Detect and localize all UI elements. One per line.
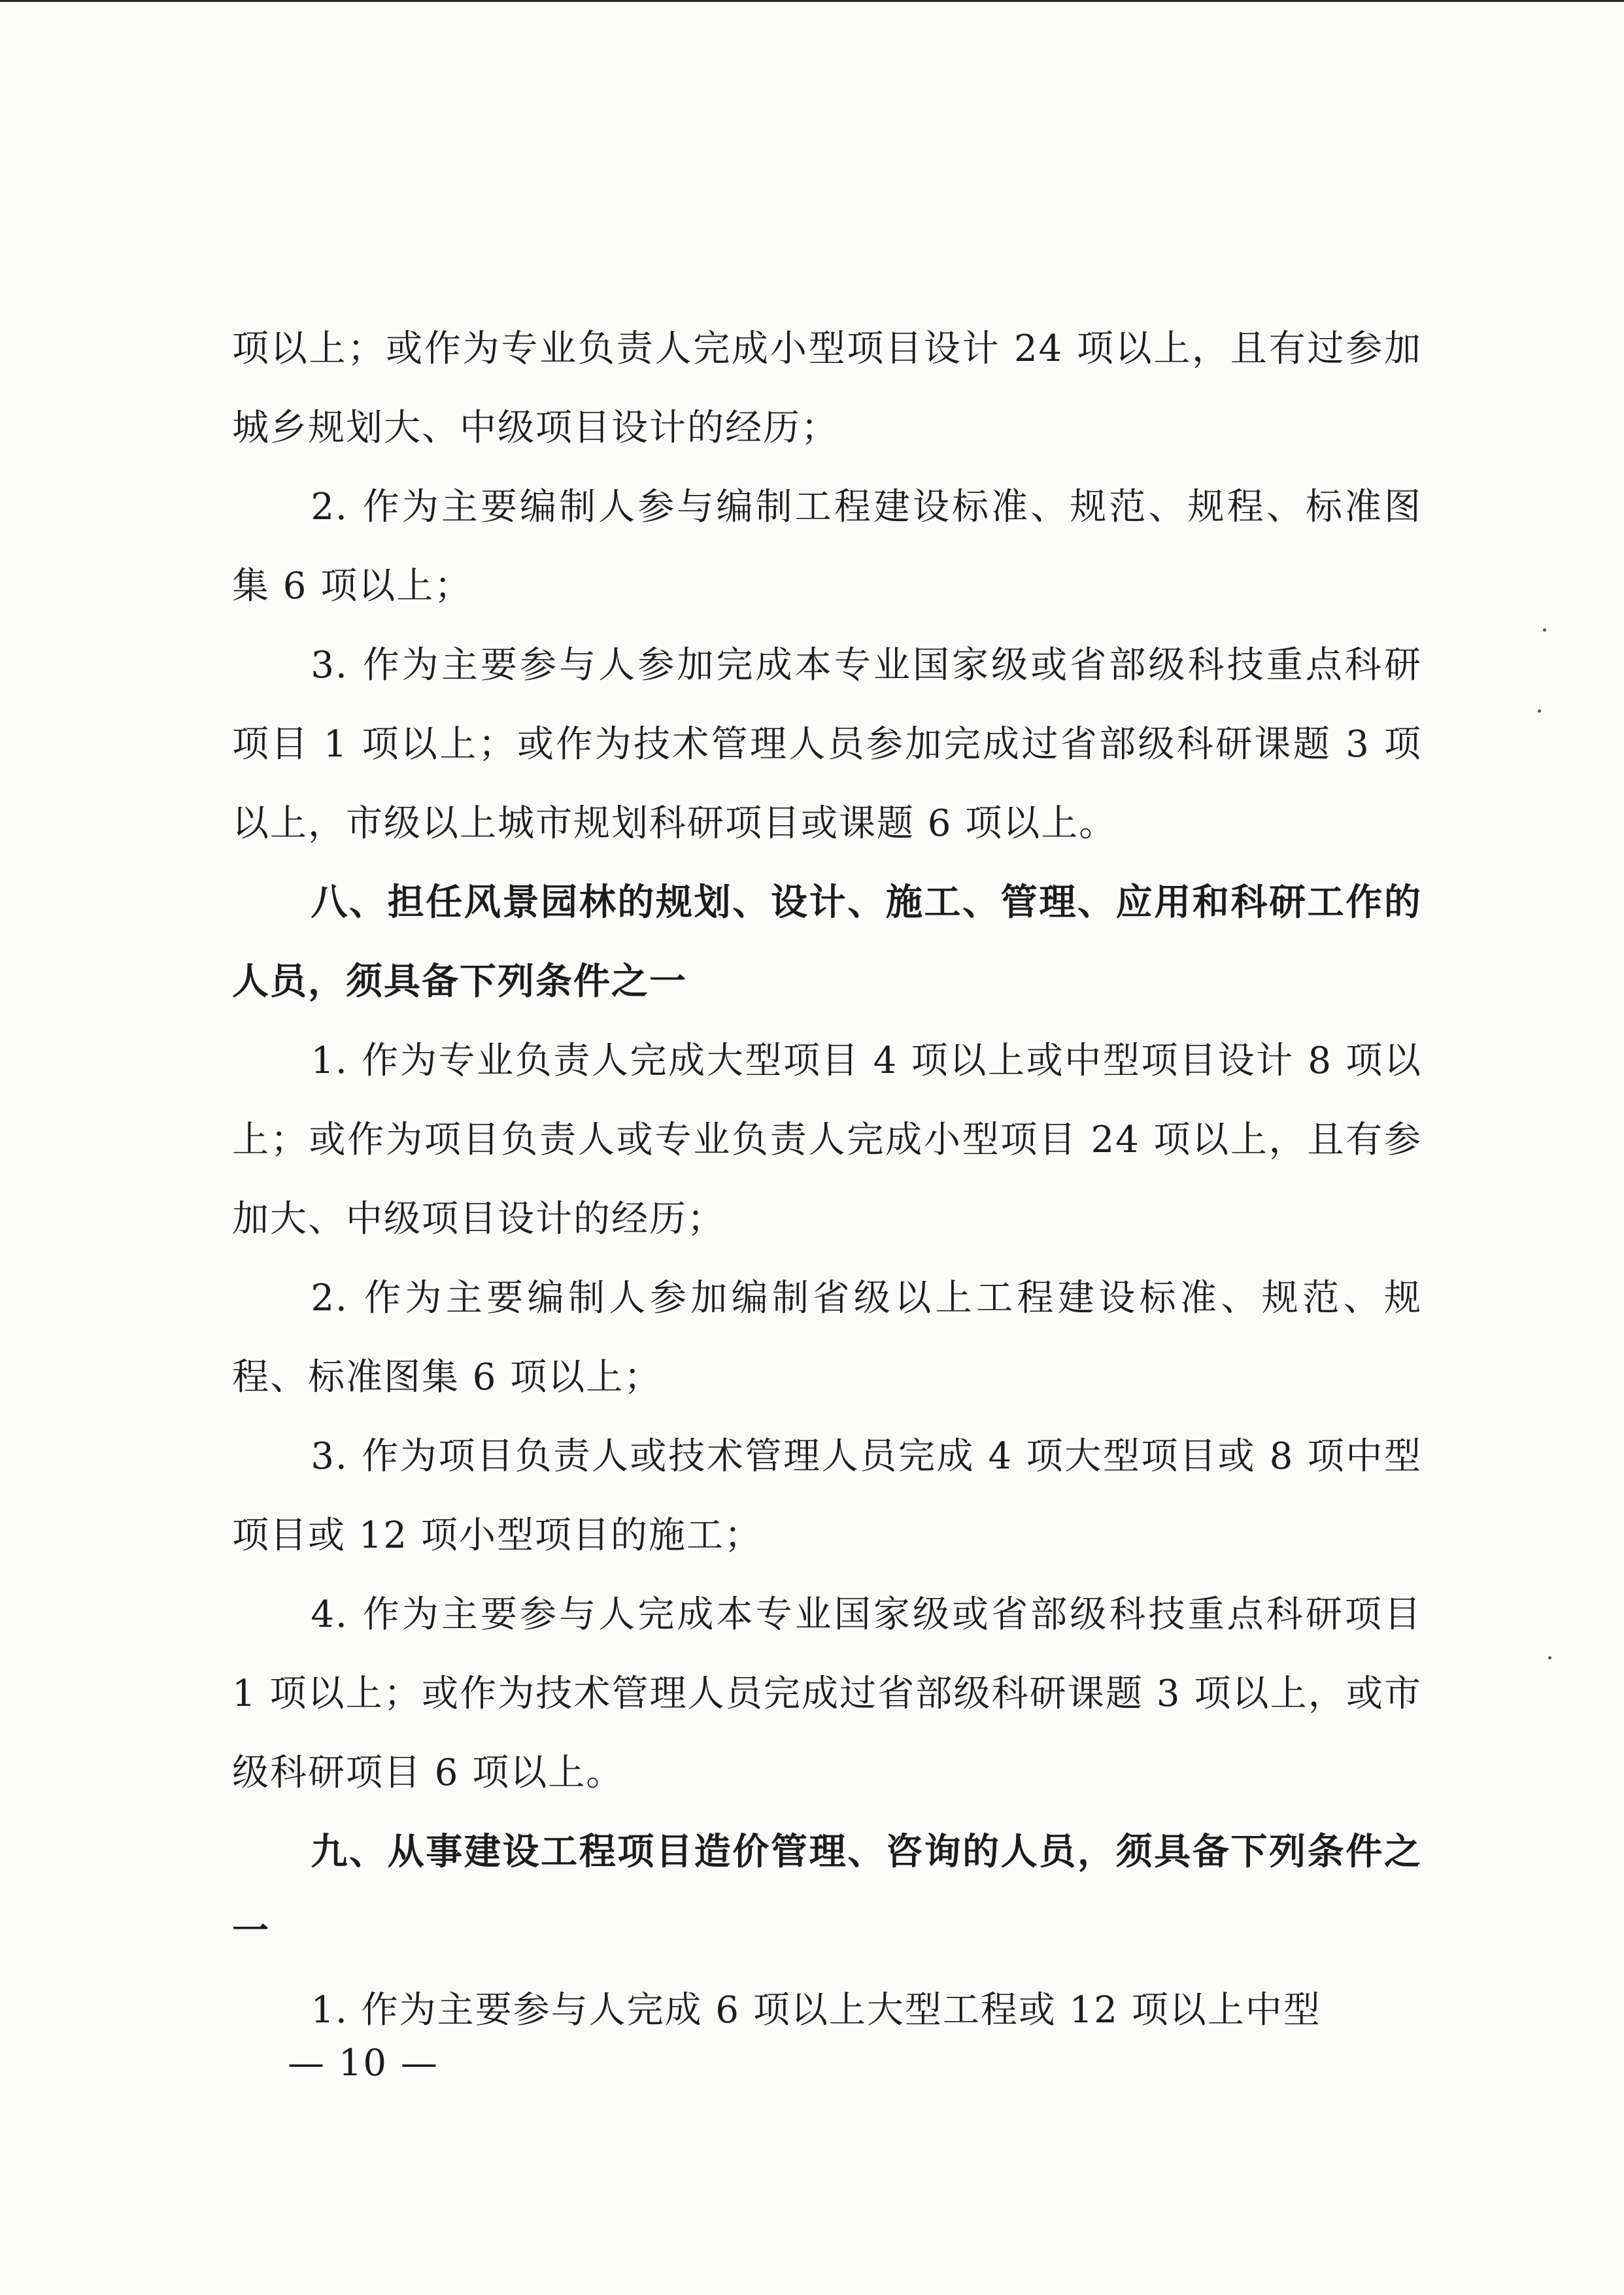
paragraph-continuation: 项以上；或作为专业负责人完成小型项目设计 24 项以上，且有过参加城乡规划大、中级项目设计的经历； [232,328,1423,449]
paragraph-section8-item-3: 3. 作为项目负责人或技术管理人员完成 4 项大型项目或 8 项中型项目或 12 项小型项目的施工； [232,1435,1422,1557]
scan-speck [1548,1656,1551,1659]
page-number: — 10 — [288,2042,439,2084]
paragraph-item-3: 3. 作为主要参与人参加完成本专业国家级或省部级科技重点科研项目 1 项以上；或作为技术管理人员参加完成过省部级科研课题 3 项以上，市级以上城市规划科研项目或课题 6 项以上。 [232,644,1422,845]
scan-speck [1538,709,1541,713]
document-body [232,309,1435,2050]
section-heading-8: 八、担任风景园林的规划、设计、施工、管理、应用和科研工作的人员，须具备下列条件之一 [232,881,1422,1003]
paragraph-section9-item-1: 1. 作为主要参与人完成 6 项以上大型工程或 12 项以上中型 [311,1989,1321,2032]
scan-speck [1543,628,1546,632]
section-heading-9: 九、从事建设工程项目造价管理、咨询的人员，须具备下列条件之一 [232,1830,1422,1952]
paragraph-section8-item-1: 1. 作为专业负责人完成大型项目 4 项以上或中型项目设计 8 项以上；或作为项目负责人或专业负责人完成小型项目 24 项以上，且有参加大、中级项目设计的经历； [232,1040,1422,1240]
paragraph-item-2: 2. 作为主要编制人参与编制工程建设标准、规范、规程、标准图集 6 项以上； [232,486,1422,607]
paragraph-section8-item-2: 2. 作为主要编制人参加编制省级以上工程建设标准、规范、规程、标准图集 6 项以上； [232,1277,1422,1399]
paragraph-section8-item-4: 4. 作为主要参与人完成本专业国家级或省部级科技重点科研项目 1 项以上；或作为技术管理人员完成过省部级科研课题 3 项以上，或市级科研项目 6 项以上。 [232,1593,1435,1794]
